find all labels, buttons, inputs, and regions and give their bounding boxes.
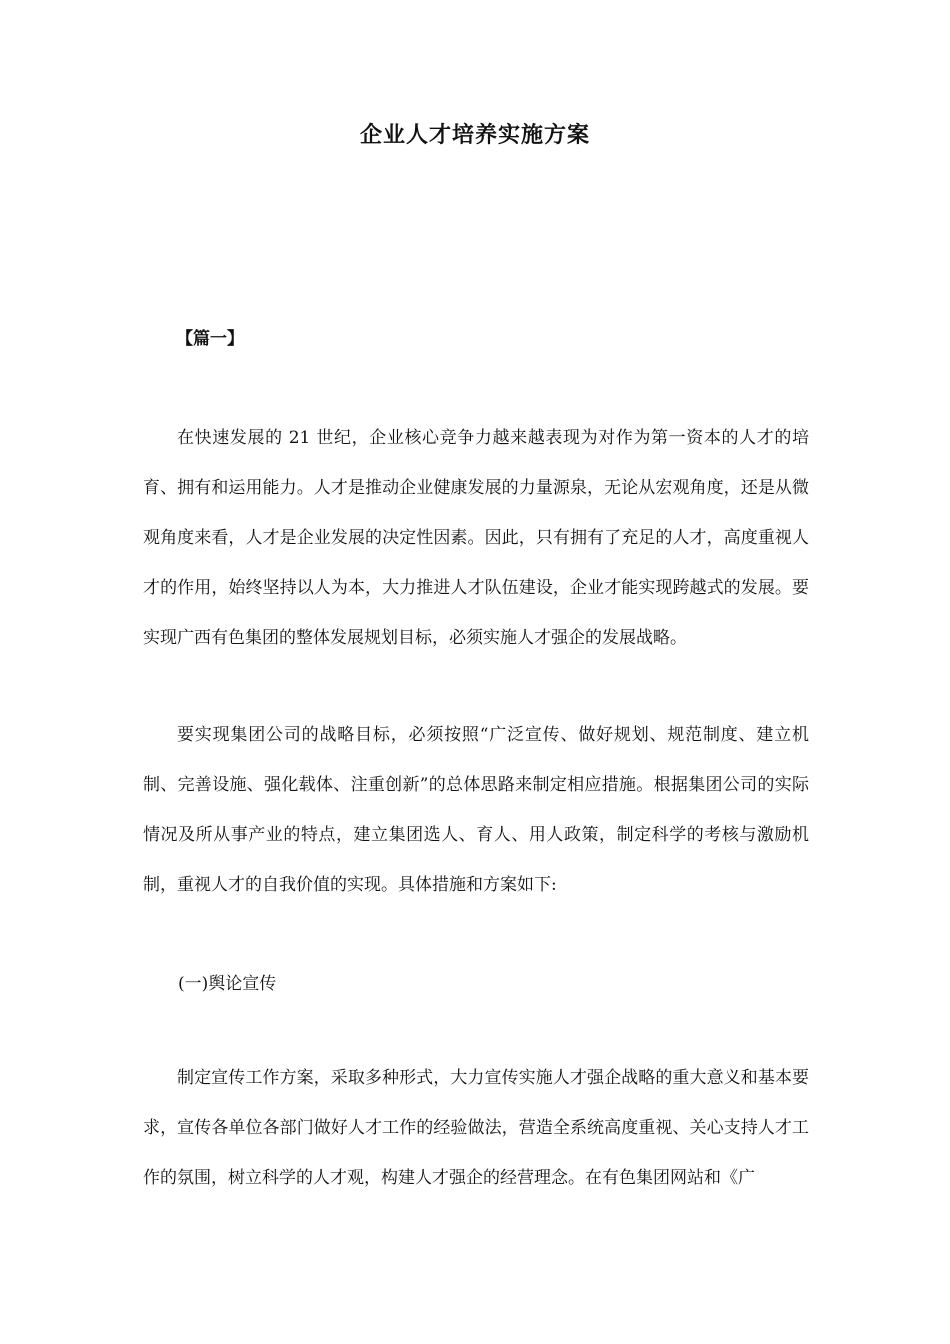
subheading-publicity: (一)舆论宣传	[178, 974, 277, 994]
paragraph-strategy: 要实现集团公司的战略目标，必须按照“广泛宣传、做好规划、规范制度、建立机制、完善设施、强化载体、注重创新”的总体思路来制定相应措施。根据集团公司的实际情况及所从事产业的特点，建立集团选人、育人、用人政策，制定科学的考核与激励机制，重视人才的自我价值的实现。具体措施和方案如下:	[143, 725, 809, 895]
document-title: 企业人才培养实施方案	[359, 122, 590, 148]
paragraph-publicity: 制定宣传工作方案，采取多种形式，大力宣传实施人才强企战略的重大意义和基本要求，宣传各单位各部门做好人才工作的经验做法，营造全系统高度重视、关心支持人才工作的氛围，树立科学的人才观，构建人才强企的经营理念。在有色集团网站和《广	[143, 1068, 809, 1188]
section-tag: 【篇一】	[176, 329, 244, 349]
paragraph-intro: 在快速发展的 21 世纪，企业核心竞争力越来越表现为对作为第一资本的人才的培育、拥有和运用能力。人才是推动企业健康发展的力量源泉，无论从宏观角度，还是从微观角度来看，人才是企业发展的决定性因素。因此，只有拥有了充足的人才，高度重视人才的作用，始终坚持以人为本，大力推进人才队伍建设，企业才能实现跨越式的发展。要实现广西有色集团的整体发展规划目标，必须实施人才强企的发展战略。	[143, 428, 809, 648]
